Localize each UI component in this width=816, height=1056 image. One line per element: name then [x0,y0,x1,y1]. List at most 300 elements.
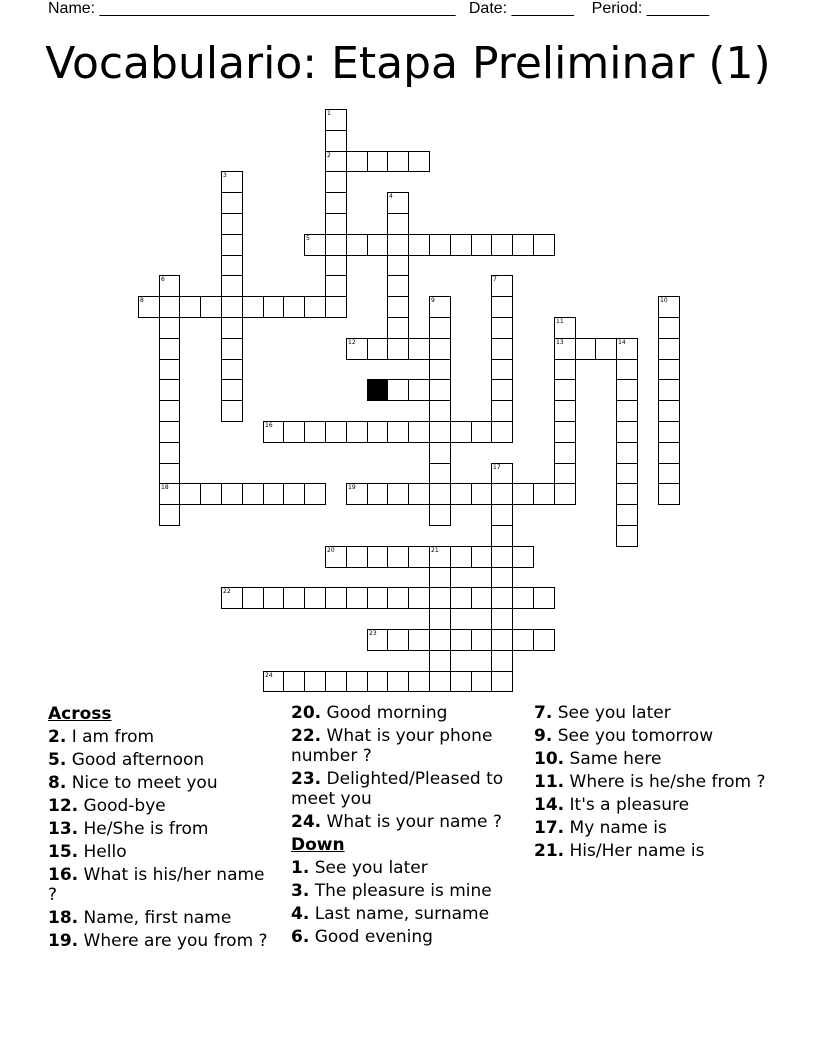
grid-cell[interactable] [554,483,576,505]
grid-cell[interactable] [408,379,430,401]
grid-cell[interactable] [429,608,451,630]
grid-cell[interactable] [616,338,638,360]
grid-cell[interactable] [658,338,680,360]
clue-number: 2 [327,152,331,159]
clue-number-label: 16. [48,865,79,885]
grid-cell[interactable] [387,296,409,318]
grid-cell[interactable] [242,483,264,505]
grid-cell[interactable] [554,463,576,484]
grid-cell[interactable] [471,546,492,568]
clue-item [291,881,526,901]
grid-cell[interactable] [159,379,180,401]
grid-cell[interactable] [429,504,451,526]
grid-cell[interactable] [221,379,243,401]
grid-cell[interactable] [263,483,284,505]
grid-cell[interactable] [658,317,680,339]
clue-text: It's a pleasure [564,795,690,815]
clue-text: My name is [564,818,667,838]
clue-number-label: 15. [48,842,79,862]
grid-cell[interactable] [491,296,513,318]
clue-text: See you later [309,858,428,878]
grid-cell[interactable] [491,629,513,651]
grid-cell[interactable] [533,587,555,609]
grid-cell[interactable] [491,359,513,380]
grid-cell[interactable] [367,338,388,360]
grid-cell[interactable] [512,546,534,568]
grid-cell[interactable] [221,234,243,256]
clue-text: Where are you from ? [78,931,268,951]
grid-cell[interactable] [387,192,409,214]
grid-cell[interactable] [554,338,576,360]
clue-text: What is your name ? [321,812,502,832]
grid-cell[interactable] [325,296,347,318]
grid-cell[interactable] [346,483,368,505]
grid-cell[interactable] [658,483,680,505]
grid-cell[interactable] [159,275,180,297]
grid-cell[interactable] [304,483,326,505]
clue-number: 16 [265,422,273,429]
grid-cell[interactable] [387,275,409,297]
clue-number-label: 21. [534,841,565,861]
grid-cell[interactable] [346,546,368,568]
grid-cell[interactable] [159,421,180,443]
grid-cell[interactable] [491,483,513,505]
grid-cell[interactable] [325,192,347,214]
grid-cell[interactable] [325,421,347,443]
grid-cell[interactable] [367,421,388,443]
clue-text: See you later [552,703,671,723]
grid-cell[interactable] [367,587,388,609]
date-label: Date: [468,0,508,17]
grid-cell[interactable] [159,463,180,484]
clue-item [48,727,273,747]
grid-cell[interactable] [159,442,180,464]
grid-cell[interactable] [408,338,430,360]
grid-cell[interactable] [387,317,409,339]
clue-text: I am from [66,727,155,747]
grid-cell[interactable] [346,587,368,609]
grid-cell[interactable] [491,421,513,443]
grid-cell[interactable] [429,650,451,672]
grid-cell[interactable] [263,296,284,318]
grid-cell[interactable] [429,442,451,464]
clue-number: 18 [161,484,169,491]
grid-cell[interactable] [491,546,513,568]
grid-cell[interactable] [283,296,305,318]
grid-cell[interactable] [450,421,472,443]
grid-cell[interactable] [554,400,576,422]
grid-cell[interactable] [367,629,388,651]
grid-cell[interactable] [616,525,638,547]
grid-cell[interactable] [491,567,513,588]
grid-cell[interactable] [387,234,409,256]
clue-item [48,931,273,951]
grid-cell[interactable] [387,587,409,609]
grid-cell[interactable] [554,421,576,443]
grid-cell[interactable] [429,546,451,568]
across-heading: Across [48,704,112,724]
grid-cell[interactable] [408,421,430,443]
grid-cell[interactable] [429,296,451,318]
grid-cell[interactable] [263,587,284,609]
grid-cell[interactable] [221,255,243,276]
grid-cell[interactable] [408,671,430,692]
clue-text: The pleasure is mine [309,881,492,901]
grid-cell[interactable] [325,587,347,609]
grid-cell[interactable] [658,463,680,484]
clue-number-label: 20. [291,703,322,723]
grid-cell[interactable] [616,504,638,526]
grid-cell[interactable] [387,421,409,443]
grid-cell[interactable] [554,442,576,464]
clue-number-label: 17. [534,818,565,838]
clue-text: What is his/her name ? [48,865,265,905]
clue-number: 6 [161,276,165,283]
grid-cell[interactable] [408,546,430,568]
grid-cell[interactable] [429,359,451,380]
grid-cell[interactable] [367,151,388,172]
grid-cell[interactable] [387,151,409,172]
grid-cell[interactable] [221,400,243,422]
clue-column-2 [291,703,526,950]
grid-cell[interactable] [533,234,555,256]
grid-cell[interactable] [429,379,451,401]
clue-number-label: 12. [48,796,79,816]
grid-cell[interactable] [200,296,222,318]
grid-cell[interactable] [325,213,347,235]
grid-cell[interactable] [658,379,680,401]
clue-item [534,703,774,723]
grid-cell[interactable] [450,234,472,256]
grid-cell[interactable] [429,421,451,443]
grid-cell[interactable] [533,629,555,651]
grid-cell[interactable] [616,359,638,380]
grid-cell[interactable] [367,234,388,256]
black-square [367,379,388,401]
grid-cell[interactable] [491,650,513,672]
clue-text: What is your phone number ? [291,726,493,766]
grid-cell[interactable] [616,400,638,422]
grid-cell[interactable] [304,234,326,256]
clue-number: 10 [660,297,668,304]
grid-cell[interactable] [429,400,451,422]
grid-cell[interactable] [471,587,492,609]
clue-text: He/She is from [78,819,209,839]
grid-cell[interactable] [159,296,180,318]
clue-item [291,858,526,878]
grid-cell[interactable] [471,629,492,651]
grid-cell[interactable] [408,234,430,256]
clue-number-label: 23. [291,769,322,789]
grid-cell[interactable] [387,546,409,568]
clue-item [291,703,526,723]
clue-text: Where is he/she from ? [564,772,766,792]
clue-number: 9 [431,297,435,304]
across-clue-list [48,727,273,951]
clue-text: Nice to meet you [66,773,218,793]
grid-cell[interactable] [658,400,680,422]
period-label: Period: [591,0,643,17]
period-blank: _______ [646,0,710,17]
grid-cell[interactable] [616,421,638,443]
across-clue-list-continued [291,703,526,832]
clue-number: 17 [493,464,501,471]
grid-cell[interactable] [200,483,222,505]
grid-cell[interactable] [138,296,160,318]
grid-cell[interactable] [512,587,534,609]
grid-cell[interactable] [554,379,576,401]
grid-cell[interactable] [304,671,326,692]
grid-cell[interactable] [616,379,638,401]
grid-cell[interactable] [325,234,347,256]
grid-cell[interactable] [325,109,347,131]
down-clue-list-continued [534,703,774,861]
grid-cell[interactable] [221,275,243,297]
clue-text: Good-bye [78,796,166,816]
clue-item [291,726,526,766]
grid-cell[interactable] [491,671,513,692]
clue-number-label: 6. [291,927,310,947]
grid-cell[interactable] [450,671,472,692]
grid-cell[interactable] [325,546,347,568]
grid-cell[interactable] [450,483,472,505]
grid-cell[interactable] [491,338,513,360]
grid-cell[interactable] [159,400,180,422]
grid-cell[interactable] [367,483,388,505]
clue-number-label: 22. [291,726,322,746]
clue-item [291,812,526,832]
clue-column-1 [48,703,273,954]
grid-cell[interactable] [346,234,368,256]
clue-item [291,927,526,947]
grid-cell[interactable] [408,151,430,172]
clue-number: 21 [431,547,439,554]
grid-cell[interactable] [159,317,180,339]
grid-cell[interactable] [491,504,513,526]
grid-cell[interactable] [242,587,264,609]
clue-item [48,908,273,928]
clue-number: 24 [265,672,273,679]
grid-cell[interactable] [658,421,680,443]
clue-item [534,795,774,815]
grid-cell[interactable] [325,671,347,692]
grid-cell[interactable] [429,338,451,360]
grid-cell[interactable] [221,338,243,360]
clue-number-label: 4. [291,904,310,924]
page-title: Vocabulario: Etapa Preliminar (1) [45,38,771,89]
grid-cell[interactable] [367,546,388,568]
clue-text: Good afternoon [66,750,205,770]
grid-cell[interactable] [429,317,451,339]
clue-number-label: 24. [291,812,322,832]
clue-number-label: 7. [534,703,553,723]
grid-cell[interactable] [429,671,451,692]
grid-cell[interactable] [159,504,180,526]
grid-cell[interactable] [387,255,409,276]
grid-cell[interactable] [387,379,409,401]
grid-cell[interactable] [304,296,326,318]
grid-cell[interactable] [491,608,513,630]
grid-cell[interactable] [429,463,451,484]
grid-cell[interactable] [346,671,368,692]
grid-cell[interactable] [304,421,326,443]
grid-cell[interactable] [616,463,638,484]
grid-cell[interactable] [491,525,513,547]
clue-item [48,819,273,839]
date-blank: _______ [511,0,574,17]
grid-cell[interactable] [159,338,180,360]
clue-number: 4 [389,193,393,200]
grid-cell[interactable] [554,317,576,339]
grid-cell[interactable] [512,629,534,651]
grid-cell[interactable] [387,213,409,235]
grid-cell[interactable] [325,130,347,152]
clue-number-label: 13. [48,819,79,839]
clue-number: 14 [618,339,626,346]
clue-number: 11 [556,318,564,325]
grid-cell[interactable] [387,338,409,360]
clue-number: 23 [369,630,377,637]
grid-cell[interactable] [221,483,243,505]
clue-item [48,865,273,905]
grid-cell[interactable] [263,421,284,443]
grid-cell[interactable] [429,587,451,609]
clue-number-label: 18. [48,908,79,928]
clue-number: 8 [140,297,144,304]
clue-text: Good morning [321,703,448,723]
clue-item [534,772,774,792]
grid-cell[interactable] [221,587,243,609]
grid-cell[interactable] [658,442,680,464]
grid-cell[interactable] [221,213,243,235]
grid-cell[interactable] [325,151,347,172]
clue-text: Name, first name [78,908,232,928]
grid-cell[interactable] [429,567,451,588]
clue-text: Same here [564,749,662,769]
grid-cell[interactable] [471,671,492,692]
clue-number-label: 19. [48,931,79,951]
clue-number-label: 1. [291,858,310,878]
grid-cell[interactable] [221,171,243,193]
clue-number-label: 2. [48,727,67,747]
grid-cell[interactable] [429,629,451,651]
grid-cell[interactable] [325,275,347,297]
grid-cell[interactable] [367,671,388,692]
grid-cell[interactable] [450,587,472,609]
clue-number-label: 5. [48,750,67,770]
clue-number-label: 9. [534,726,553,746]
clue-item [291,769,526,809]
clue-number: 7 [493,276,497,283]
grid-cell[interactable] [429,234,451,256]
clue-number: 19 [348,484,356,491]
grid-cell[interactable] [221,296,243,318]
grid-cell[interactable] [159,483,180,505]
grid-cell[interactable] [387,671,409,692]
grid-cell[interactable] [491,317,513,339]
grid-cell[interactable] [346,151,368,172]
grid-cell[interactable] [491,379,513,401]
grid-cell[interactable] [554,359,576,380]
grid-cell[interactable] [387,629,409,651]
grid-cell[interactable] [408,483,430,505]
grid-cell[interactable] [221,359,243,380]
grid-cell[interactable] [159,359,180,380]
grid-cell[interactable] [263,671,284,692]
grid-cell[interactable] [595,338,617,360]
grid-cell[interactable] [346,338,368,360]
grid-cell[interactable] [283,483,305,505]
grid-cell[interactable] [450,629,472,651]
grid-cell[interactable] [221,192,243,214]
grid-cell[interactable] [242,296,264,318]
clue-number: 20 [327,547,335,554]
grid-cell[interactable] [471,483,492,505]
grid-cell[interactable] [471,234,492,256]
grid-cell[interactable] [283,587,305,609]
grid-cell[interactable] [304,587,326,609]
grid-cell[interactable] [179,296,201,318]
grid-cell[interactable] [658,296,680,318]
grid-cell[interactable] [512,483,534,505]
grid-cell[interactable] [491,234,513,256]
clue-item [534,818,774,838]
grid-cell[interactable] [408,629,430,651]
clue-number: 12 [348,339,356,346]
clue-item [534,749,774,769]
grid-cell[interactable] [471,421,492,443]
grid-cell[interactable] [283,421,305,443]
grid-cell[interactable] [346,421,368,443]
grid-cell[interactable] [491,400,513,422]
clue-number-label: 10. [534,749,565,769]
clue-number: 3 [223,172,227,179]
grid-cell[interactable] [221,317,243,339]
grid-cell[interactable] [325,255,347,276]
name-blank: ________________________________________ [99,0,456,17]
clue-column-3 [534,703,774,864]
grid-cell[interactable] [533,483,555,505]
grid-cell[interactable] [616,483,638,505]
clue-item [291,904,526,924]
grid-cell[interactable] [179,483,201,505]
grid-cell[interactable] [512,234,534,256]
clue-number: 13 [556,339,564,346]
grid-cell[interactable] [408,587,430,609]
grid-cell[interactable] [283,671,305,692]
grid-cell[interactable] [491,275,513,297]
grid-cell[interactable] [575,338,596,360]
clue-number-label: 11. [534,772,565,792]
clue-item [48,842,273,862]
down-clue-list [291,858,526,947]
name-label: Name: [48,0,96,17]
grid-cell[interactable] [491,587,513,609]
grid-cell[interactable] [325,171,347,193]
grid-cell[interactable] [658,359,680,380]
grid-cell[interactable] [450,546,472,568]
grid-cell[interactable] [491,463,513,484]
down-heading: Down [291,835,345,855]
clue-text: His/Her name is [564,841,705,861]
clue-text: Delighted/Pleased to meet you [291,769,504,809]
clue-number: 5 [306,235,310,242]
clue-item [48,796,273,816]
grid-cell[interactable] [616,442,638,464]
grid-cell[interactable] [429,483,451,505]
grid-cell[interactable] [387,483,409,505]
clue-number-label: 3. [291,881,310,901]
